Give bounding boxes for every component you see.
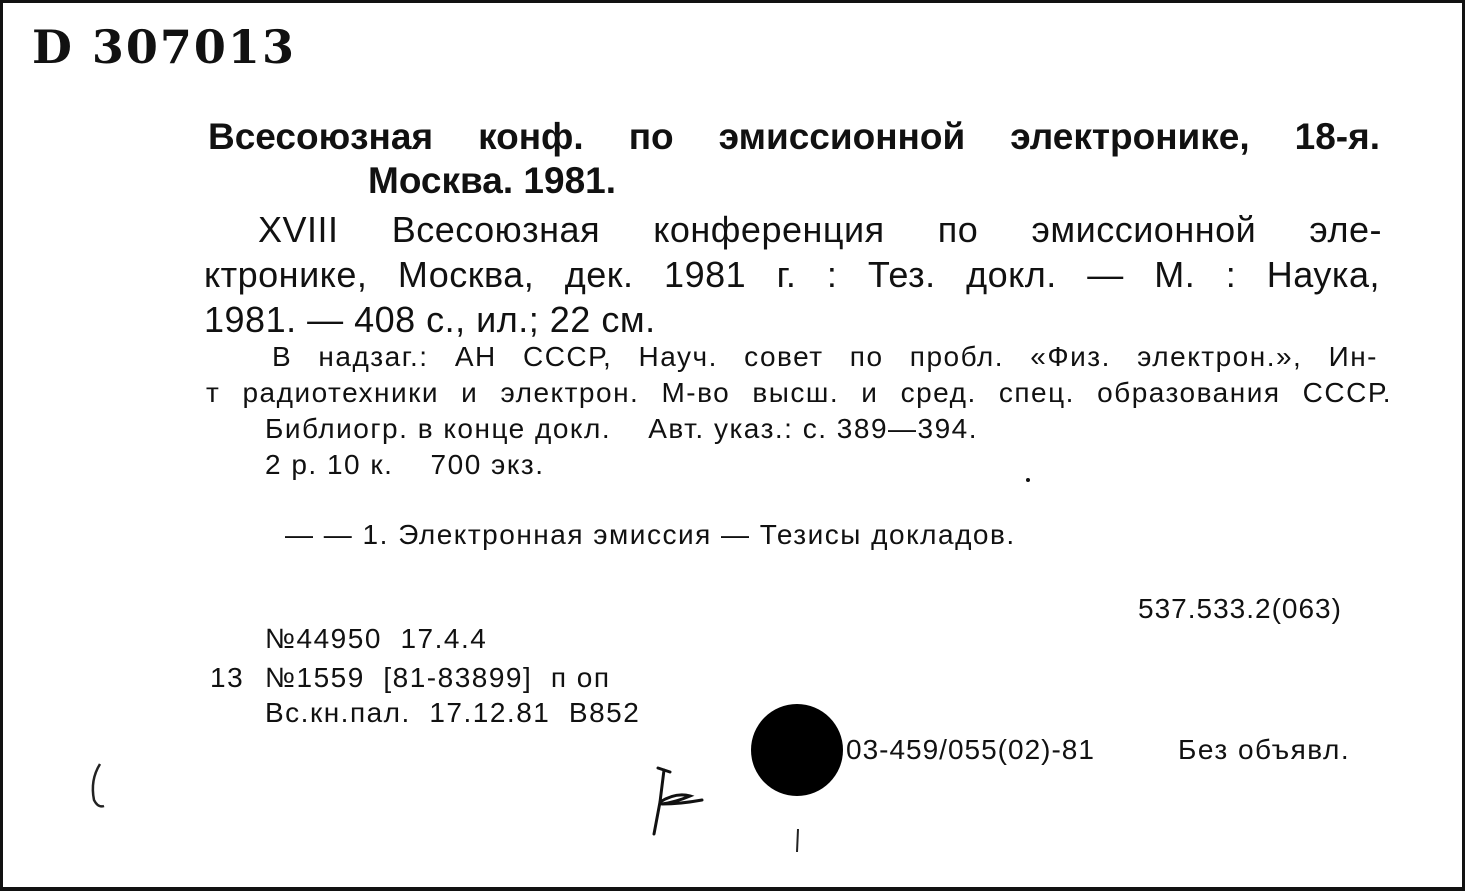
ink-blot bbox=[751, 704, 843, 796]
imprint-line-2: №1559 [81-83899] п оп bbox=[265, 662, 611, 693]
card-border-left bbox=[0, 0, 3, 891]
bbk-code: 03-459/055(02)-81 bbox=[846, 734, 1095, 765]
imprint-line-2-prefix: 13 bbox=[210, 662, 245, 693]
notes-line-4: 2 р. 10 к. 700 экз. bbox=[265, 449, 545, 480]
no-announcement: Без объявл. bbox=[1178, 734, 1351, 765]
notes-line-2: т радиотехники и электрон. М-во высш. и сред. спец. образования СССР. bbox=[206, 377, 1392, 408]
notes-line-1: В надзаг.: АН СССР, Науч. совет по пробл. «Физ. электрон.», Ин- bbox=[272, 341, 1378, 372]
accession-number: D 307013 bbox=[32, 20, 296, 74]
card-border-bottom bbox=[0, 887, 1465, 891]
title-line-3: 1981. — 408 с., ил.; 22 см. bbox=[204, 299, 656, 340]
handwritten-bracket-mark bbox=[86, 760, 110, 810]
handwritten-signature-mark bbox=[640, 762, 710, 842]
title-line-1: XVIII Всесоюзная конференция по эмиссионной эле- bbox=[258, 209, 1382, 250]
heading-line-1: Всесоюзная конф. по эмиссионной электронике, 18-я. bbox=[208, 116, 1380, 157]
card-border-top bbox=[0, 0, 1465, 3]
title-line-2: ктронике, Москва, дек. 1981 г. : Тез. докл. — М. : Наука, bbox=[204, 254, 1380, 295]
handwritten-tick-mark bbox=[792, 826, 804, 856]
imprint-line-3: Вс.кн.пал. 17.12.81 В852 bbox=[265, 697, 641, 728]
udc-number: 537.533.2(063) bbox=[1138, 593, 1342, 624]
imprint-line-1: №44950 17.4.4 bbox=[265, 623, 488, 654]
subject-heading: — — 1. Электронная эмиссия — Тезисы докладов. bbox=[285, 519, 1016, 550]
heading-line-2: Москва. 1981. bbox=[368, 160, 617, 201]
stray-dot bbox=[1026, 478, 1030, 482]
notes-line-3: Библиогр. в конце докл. Авт. указ.: с. 389—394. bbox=[265, 413, 979, 444]
